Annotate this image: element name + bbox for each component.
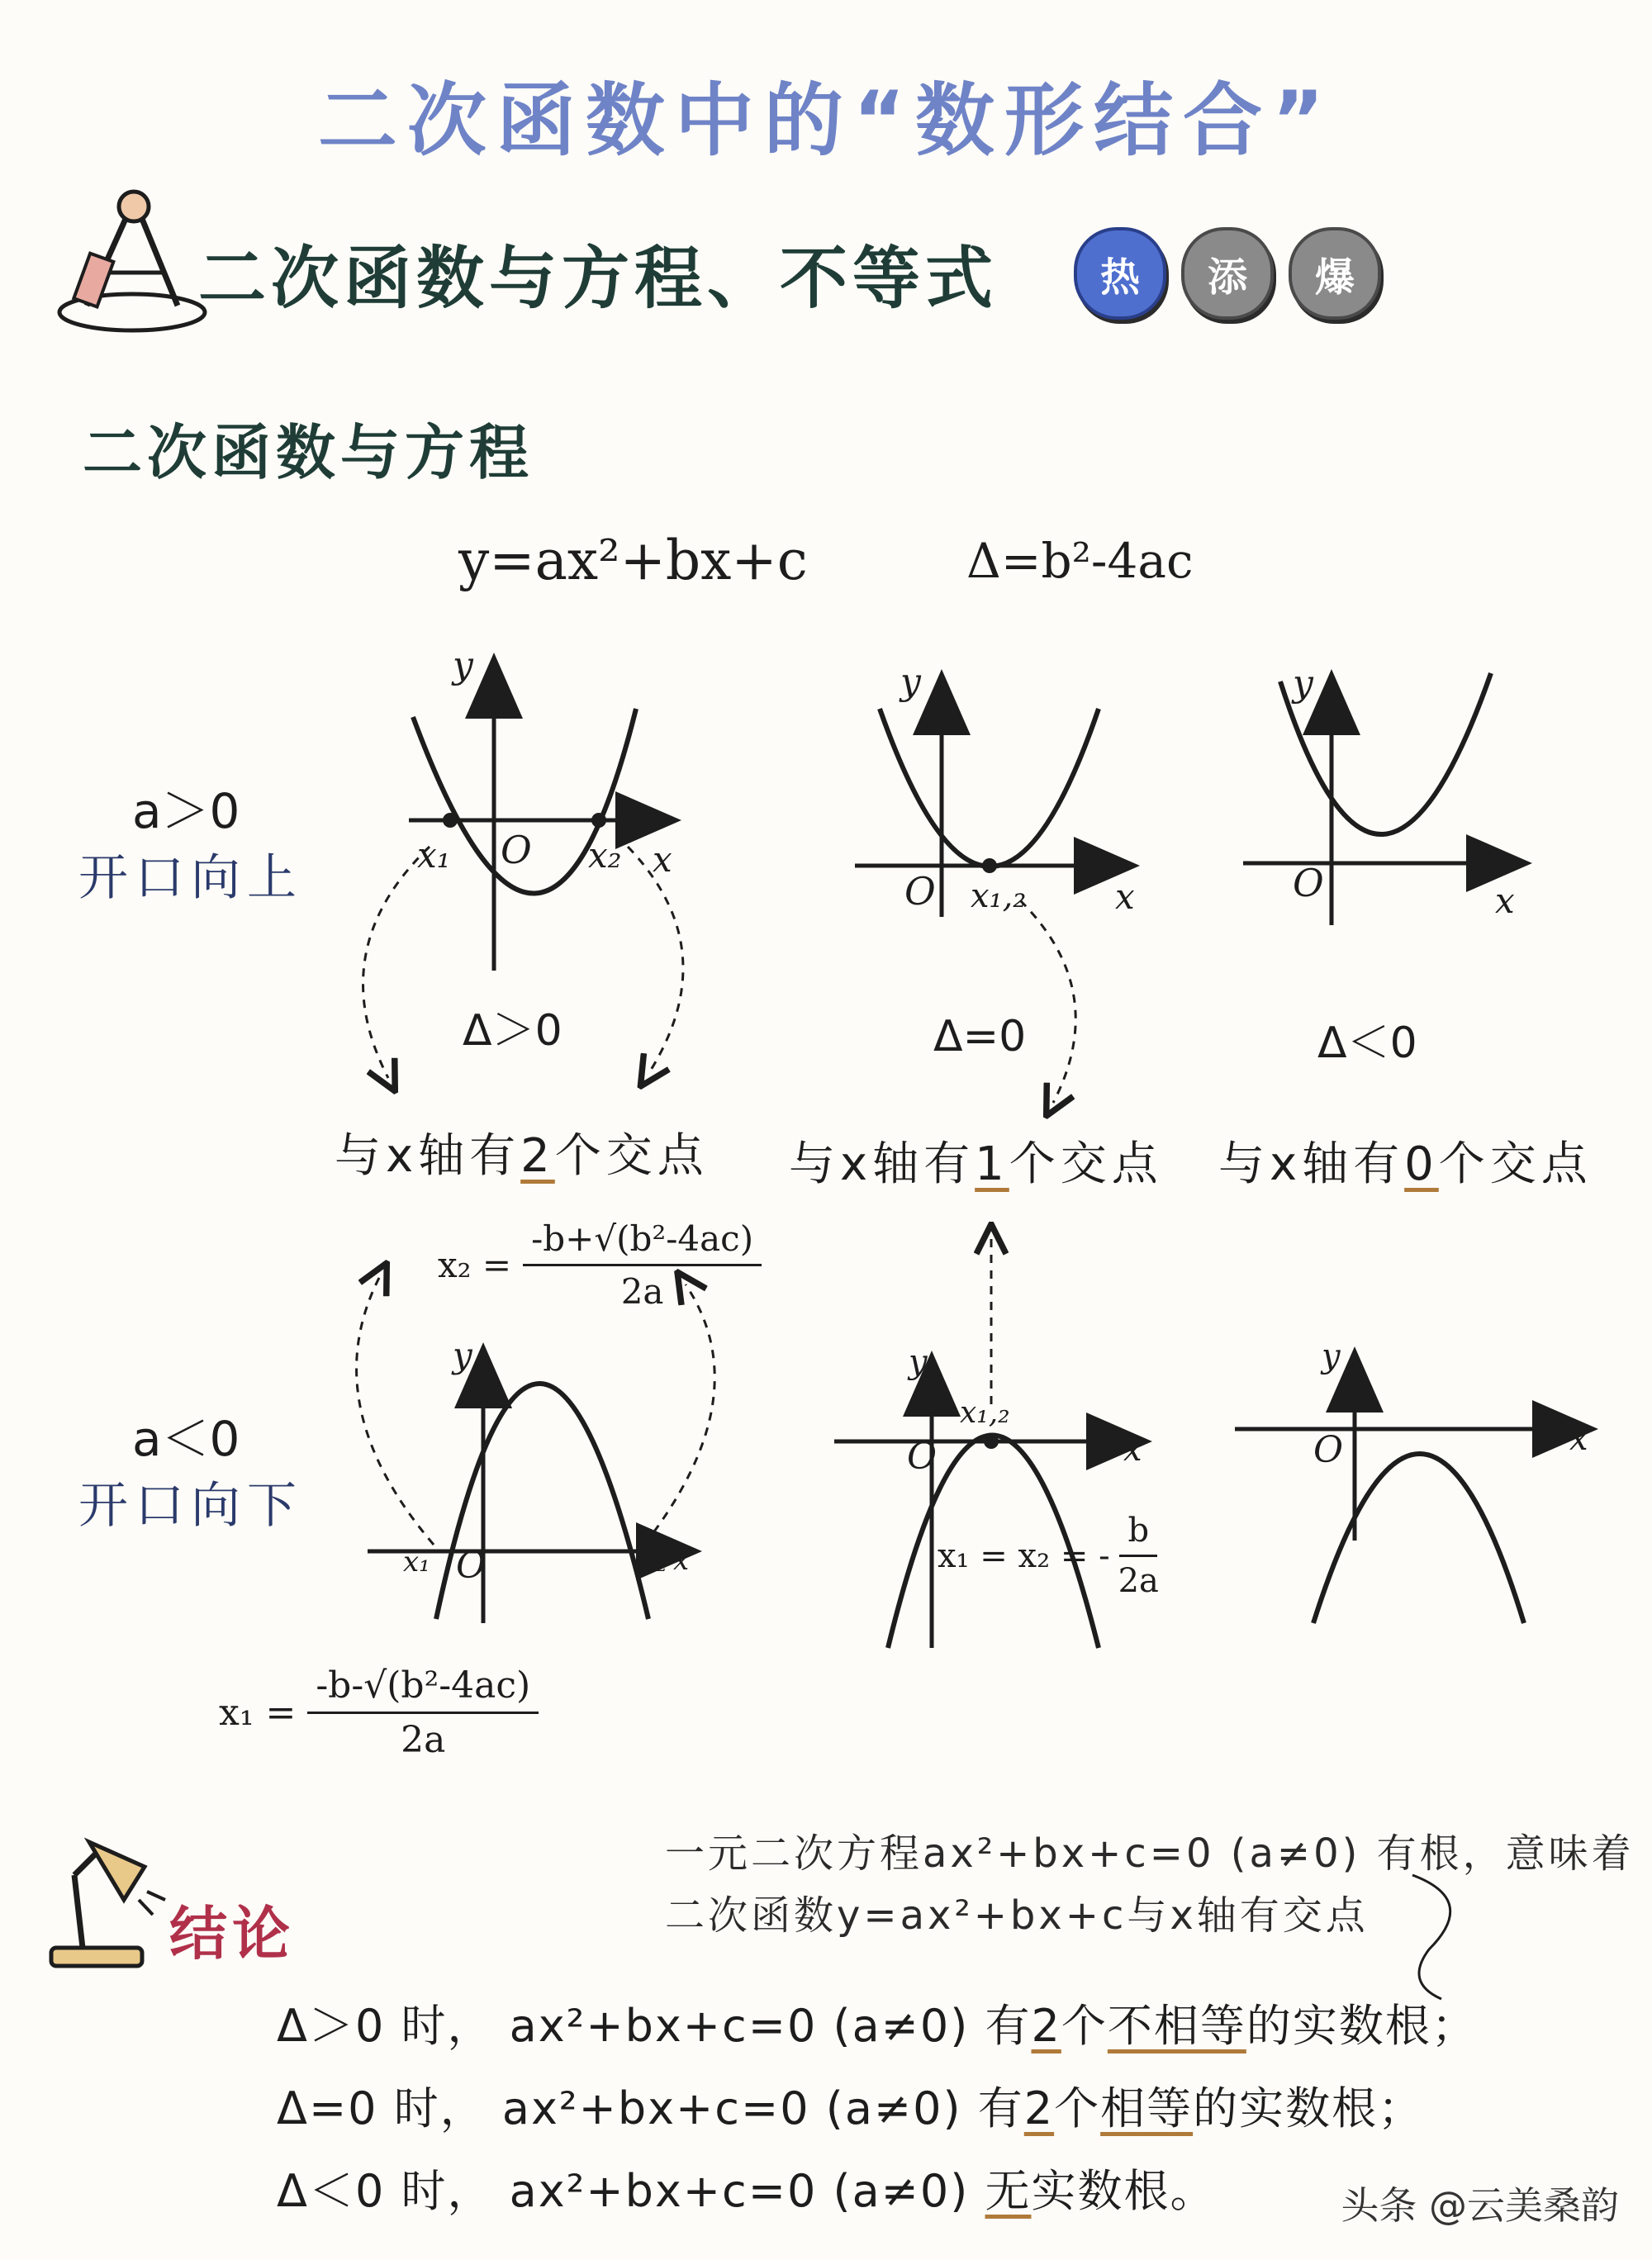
conclusion-count: 2 [1023,2082,1055,2134]
conclusion-emphasis: 相等 [1100,2082,1194,2134]
conclusion-line-2 [277,2073,1424,2137]
svg-text:x: x [1569,1420,1588,1458]
caption-suffix: 个交点 [1009,1137,1163,1191]
svg-text:x: x [673,1544,690,1577]
svg-text:O: O [904,869,936,914]
svg-text:x: x [1123,1431,1142,1469]
caption-prefix: 与x轴有 [1218,1137,1405,1191]
graph-down-no-root [1235,1337,1590,1623]
svg-text:x: x [653,839,672,880]
delta-zero: Δ=0 [933,1012,1027,1061]
badge-explode: 爆 [1289,227,1381,320]
double-root-numerator: b [1119,1512,1157,1557]
conclusion-count: 2 [1031,2000,1061,2052]
svg-text:x₁: x₁ [403,1545,430,1579]
svg-text:O: O [907,1436,938,1478]
conclusion-emphasis: 不相等 [1107,2000,1246,2052]
svg-text:y: y [453,644,473,686]
conclusion-end: 的实数根； [1246,2000,1478,2052]
caption-two-intersections [335,1119,709,1185]
double-root-fraction [1118,1512,1159,1600]
label-opens-up: 开口向上 [78,849,303,907]
caption-suffix: 个交点 [1438,1137,1593,1191]
graph-down-two-roots [357,1276,715,1623]
root-x2-denominator: 2a [620,1271,664,1312]
svg-text:O: O [1293,861,1324,905]
root-x2-formula [438,1218,762,1312]
graph-up-no-root [1243,662,1524,925]
root-x1-numerator: -b-√(b²-4ac) [307,1664,539,1714]
caption-one-intersection [789,1128,1163,1194]
root-x2-lhs: x₂ = [438,1245,512,1285]
conclusion-line-1 [277,1991,1478,2054]
svg-text:x: x [1115,876,1135,917]
caption-count: 1 [975,1137,1009,1191]
delta-positive: Δ＞0 [463,1006,563,1056]
note-line-2: 二次函数y=ax²+bx+c与x轴有交点 [665,1892,1369,1939]
conclusion-end: 实数根。 [1031,2165,1217,2217]
condition-a-negative: a＜0 [132,1411,240,1467]
conclusion-end: 的实数根； [1193,2082,1425,2134]
subsection-title: 二次函数与方程 [83,418,534,487]
conclusion-text: Δ=0 时， ax²+bx+c=0 (a≠0) 有 [277,2082,1024,2134]
conclusion-text: Δ＞0 时， ax²+bx+c=0 (a≠0) 有 [277,2000,1032,2052]
badge-hot: 热 [1074,227,1166,320]
svg-text:O: O [1313,1429,1344,1471]
svg-text:x₁,₂: x₁,₂ [960,1396,1010,1430]
root-x2-fraction [523,1218,762,1312]
svg-text:x₂: x₂ [588,835,622,876]
conclusion-line-3 [277,2156,1217,2220]
svg-text:x₂: x₂ [640,1545,667,1579]
caption-count: 0 [1404,1137,1439,1191]
condition-a-positive: a＞0 [132,783,240,839]
caption-prefix: 与x轴有 [789,1137,976,1191]
caption-count: 2 [520,1129,555,1183]
caption-suffix: 个交点 [554,1129,709,1183]
badge-add: 添 [1181,227,1274,320]
caption-prefix: 与x轴有 [335,1129,521,1183]
conclusion-measure: 个 [1061,2000,1108,2052]
svg-text:y: y [1293,662,1313,705]
root-x1-lhs: x₁ = [219,1692,297,1734]
caption-zero-intersections [1218,1128,1593,1194]
function-formula: y=ax²+bx+c [458,529,808,592]
watermark: 头条 @云美桑韵 [1341,2183,1619,2228]
root-x2-numerator: -b+√(b²-4ac) [523,1218,762,1266]
svg-text:x: x [1495,881,1515,921]
double-root-denominator: 2a [1118,1562,1159,1600]
compass-icon [59,192,205,330]
conclusion-measure: 个 [1054,2082,1101,2134]
svg-text:x₁: x₁ [417,835,451,876]
svg-text:x₁,₂: x₁,₂ [971,877,1027,915]
double-root-formula [938,1512,1159,1600]
note-line-1: 一元二次方程ax²+bx+c=0 (a≠0) 有根，意味着 [665,1830,1635,1877]
svg-text:y: y [1322,1337,1341,1375]
conclusion-text: Δ＜0 时， ax²+bx+c=0 (a≠0) [277,2165,985,2217]
svg-text:O: O [501,828,532,872]
svg-text:y: y [900,661,921,703]
delta-negative: Δ＜0 [1317,1018,1417,1068]
svg-text:O: O [456,1545,487,1587]
root-x1-formula [219,1664,539,1761]
double-root-lhs: x₁ = x₂ = - [938,1536,1110,1575]
svg-text:y: y [909,1343,928,1381]
label-opens-down: 开口向下 [78,1477,303,1535]
page-title: 二次函数中的“数形结合” [317,74,1335,167]
root-x1-denominator: 2a [401,1719,446,1761]
conclusion-emphasis: 无 [985,2165,1032,2217]
lamp-icon [51,1842,165,1966]
conclusion-title: 结论 [169,1900,295,1968]
discriminant-formula: Δ=b²-4ac [966,533,1194,589]
svg-text:y: y [453,1335,472,1375]
section-title: 二次函数与方程、不等式 [198,240,999,318]
root-x1-fraction [307,1664,539,1761]
